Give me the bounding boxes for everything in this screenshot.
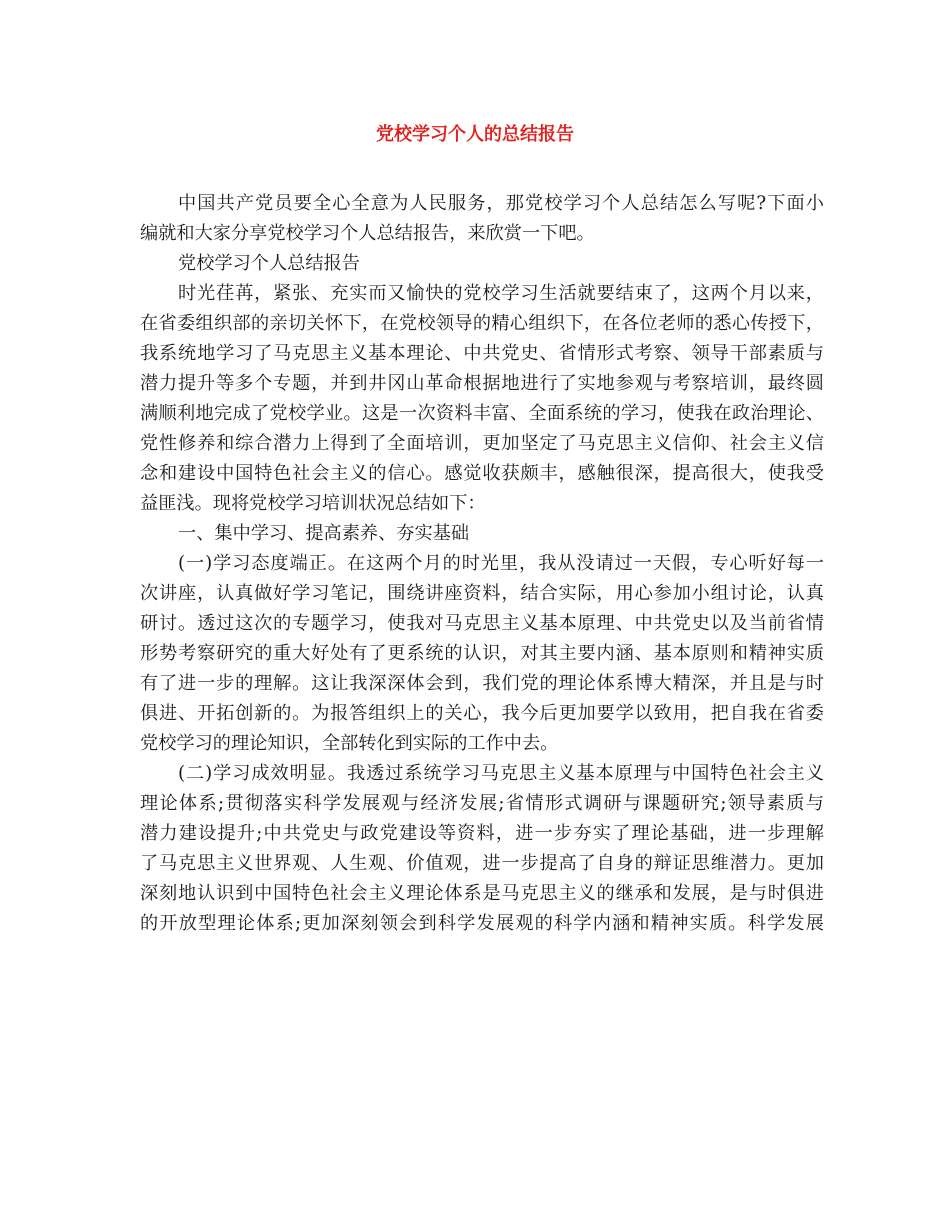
- paragraph-line: 时光荏苒，紧张、充实而又愉快的党校学习生活就要结束了，这两个月以来，: [178, 283, 824, 304]
- paragraph-line: 在省委组织部的亲切关怀下，在党校领导的精心组织下，在各位老师的悉心传授下，: [140, 313, 824, 334]
- paragraph-line: 党性修养和综合潜力上得到了全面培训，更加坚定了马克思主义信仰、社会主义信: [140, 433, 824, 454]
- paragraph-line: 深刻地认识到中国特色社会主义理论体系是马克思主义的继承和发展，是与时俱进: [140, 883, 824, 904]
- section-heading: 一、集中学习、提高素养、夯实基础: [178, 523, 470, 544]
- document-title: 党校学习个人的总结报告: [376, 124, 574, 145]
- paragraph-line: 有了进一步的理解。这让我深深体会到，我们党的理论体系博大精深，并且是与时: [140, 673, 824, 694]
- paragraph-line: (一)学习态度端正。在这两个月的时光里，我从没请过一天假，专心听好每一: [178, 553, 824, 574]
- paragraph-line: 研讨。透过这次的专题学习，使我对马克思主义基本原理、中共党史以及当前省情: [140, 613, 824, 634]
- paragraph-line: 潜力提升等多个专题，并到井冈山革命根据地进行了实地参观与考察培训，最终圆: [140, 373, 824, 394]
- paragraph-line: 次讲座，认真做好学习笔记，围绕讲座资料，结合实际，用心参加小组讨论，认真: [140, 583, 824, 604]
- paragraph-line: 满顺利地完成了党校学业。这是一次资料丰富、全面系统的学习，使我在政治理论、: [140, 403, 824, 424]
- paragraph-line: 潜力建设提升;中共党史与政党建设等资料，进一步夯实了理论基础，进一步理解: [140, 823, 824, 844]
- paragraph-line: 理论体系;贯彻落实科学发展观与经济发展;省情形式调研与课题研究;领导素质与: [140, 793, 824, 814]
- document-body: [140, 189, 824, 939]
- paragraph-line: 了马克思主义世界观、人生观、价值观，进一步提高了自身的辩证思维潜力。更加: [140, 853, 824, 874]
- paragraph-line: 的开放型理论体系;更加深刻领会到科学发展观的科学内涵和精神实质。科学发展: [140, 913, 824, 934]
- paragraph-line: 编就和大家分享党校学习个人总结报告，来欣赏一下吧。: [140, 223, 595, 244]
- paragraph-line: 形势考察研究的重大好处有了更系统的认识，对其主要内涵、基本原则和精神实质: [140, 643, 824, 664]
- paragraph-line: 我系统地学习了马克思主义基本理论、中共党史、省情形式考察、领导干部素质与: [140, 343, 824, 364]
- paragraph-line: 念和建设中国特色社会主义的信心。感觉收获颇丰，感触很深，提高很大，使我受: [140, 463, 824, 484]
- paragraph-line: 党校学习的理论知识，全部转化到实际的工作中去。: [140, 733, 559, 754]
- section-subtitle: 党校学习个人总结报告: [178, 253, 360, 274]
- paragraph-line: 俱进、开拓创新的。为报答组织上的关心，我今后更加要学以致用，把自我在省委: [140, 703, 824, 724]
- paragraph-line: 中国共产党员要全心全意为人民服务，那党校学习个人总结怎么写呢?下面小: [178, 193, 824, 214]
- paragraph-line: 益匪浅。现将党校学习培训状况总结如下：: [140, 493, 486, 514]
- paragraph-line: (二)学习成效明显。我透过系统学习马克思主义基本原理与中国特色社会主义: [178, 763, 824, 784]
